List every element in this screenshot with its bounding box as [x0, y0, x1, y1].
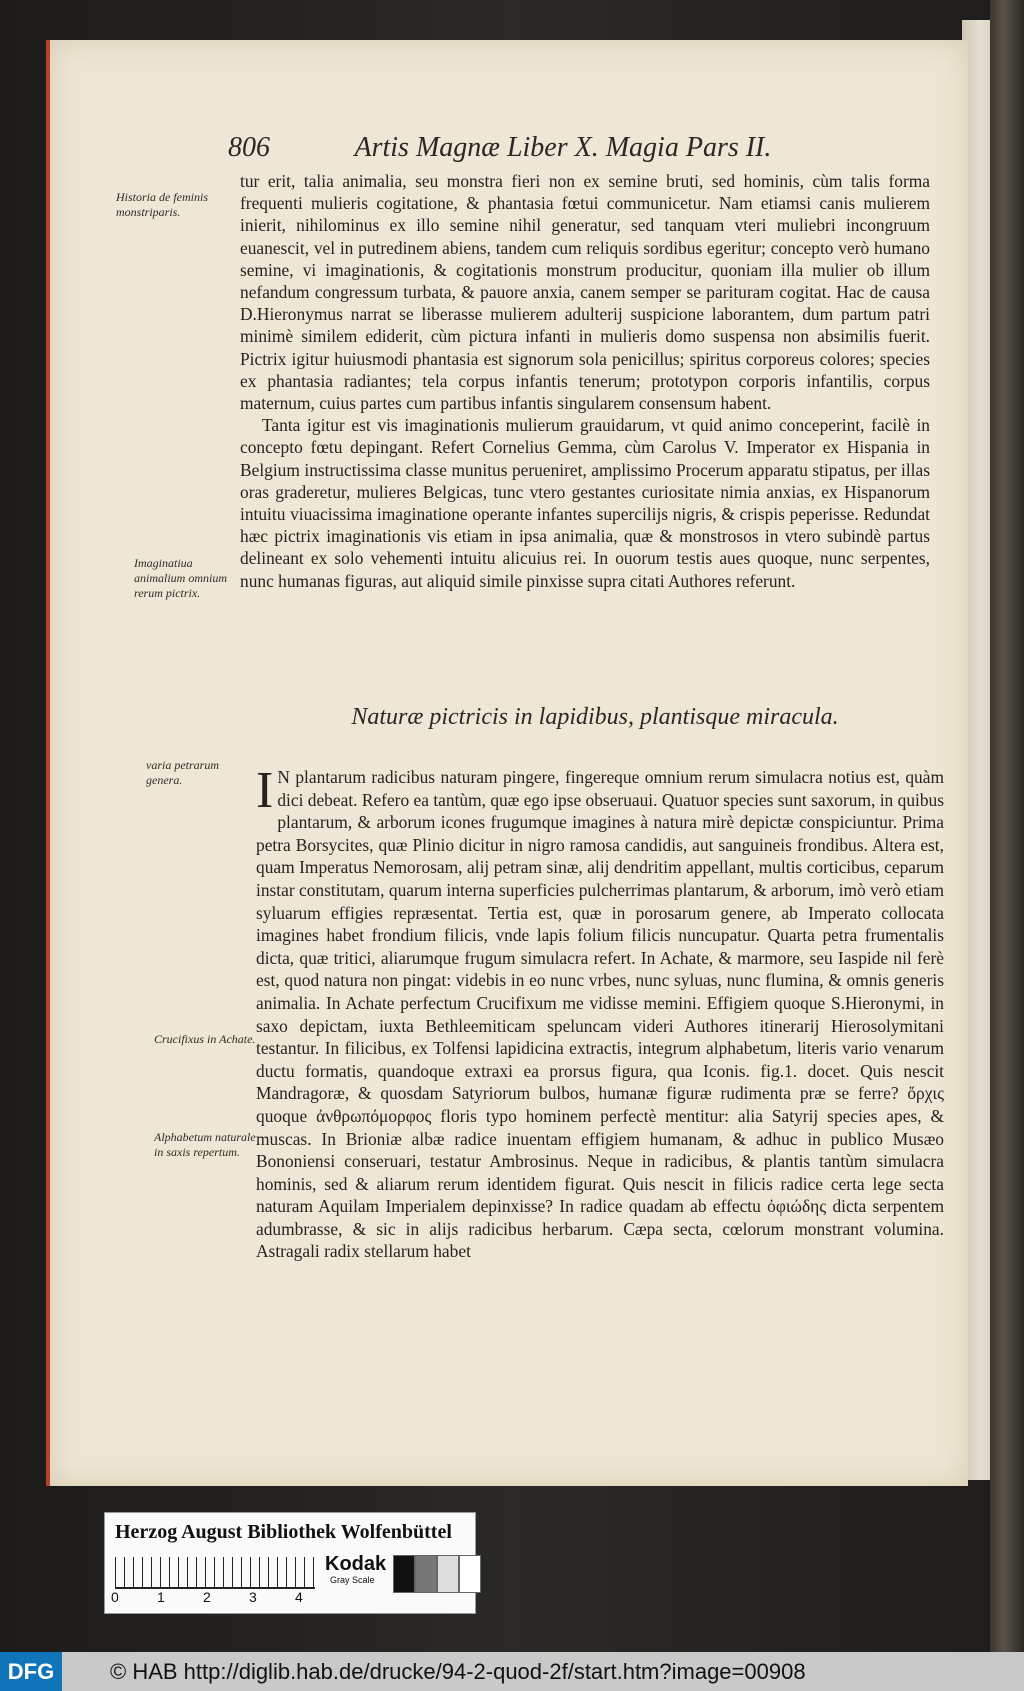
ruler-label: 3 [249, 1589, 257, 1605]
footer-bar [0, 1652, 1024, 1691]
paragraph: tur erit, talia animalia, seu monstra fieri non ex semine bruti, sed hominis, cùm talis forma frequenti mulieris cogitatione, & phantasia fœtui communicetur. Nam etiamsi canis mulierem inierit, nihilominus ex illo semine nihil generatur, sed tanquam vteri muliebri incongruum euanescit, vel in putredinem abiens, tandem cum reliquis sordibus egeritur; concepto verò humano semine, vi imaginationis, & cogitationis monstrum producitur, quoniam illa mulier ob illum nefandum congressum turbata, & pauore anxia, canem semper se parituram cogitat. Hac de causa D.Hieronymus narrat se liberasse mulierem adulterij suspicione laborantem, dum partum patri minimè similem ediderit, cùm pictura infanti in mulieris domo suspensa non absimilis fuerit. Pictrix igitur huiusmodi phantasia est signorum sola penicillus; spiritus corporeus colores; species ex phantasia radiantes; tela corpus infantis tenerum; prototypon corporis infantilis, corpus maternum, cuius partes cum partibus infantis singularem consensum habent. [240, 171, 930, 414]
margin-note: varia petrarum genera. [146, 758, 219, 787]
copyright-link[interactable]: © HAB http://diglib.hab.de/drucke/94-2-quod-2f/start.htm?image=00908 [110, 1659, 806, 1684]
running-title: Artis Magnæ Liber X. Magia Pars II. [354, 132, 772, 163]
running-head [228, 132, 928, 164]
paragraph: Tanta igitur est vis imaginationis mulierum grauidarum, vt quid animo conceperint, facilè in concepto fœtu depingant. Refert Cornelius Gemma, cùm Carolus V. Imperator ex Hispania in Belgium instructissima classe munitus perueniret, amplissimo Procerum apparatu stipatus, per illas oras graderetur, mulieres Belgicas, tunc vtero gestantes curiositate nimia anxias, ex Hispanorum intuitu viuacissima imaginatione operante infantes supercilijs nigris, & crispis peperisse. Redundat hæc pictrix imaginationis vis etiam in ipsa animalia, quæ & monstrosos in vtero subindè partus delineant ex solo vehementi intuitu alicuius rei. In ouorum testis aues quoque, nunc serpentes, nunc humanas figuras, aut aliquid simile pinxisse supra citati Authores referunt. [240, 415, 930, 591]
page-number: 806 [228, 132, 270, 163]
paragraph: N plantarum radicibus naturam pingere, fingereque omnium rerum simulacra notius est, quàm dici debeat. Refero ea tantùm, quæ ego ipse obseruaui. Quatuor species sunt saxorum, in quibus plantarum, & arborum icones frugumque imagines à natura mirè depictæ conspiciuntur. Prima petra Borsycites, quæ Plinio dicitur in nigro ramosa candidis, aut sanguineis frondibus. Altera est, quam Imperatus Nemorosam, alij petram sinæ, alij dendritim appellant, multis corticibus, ceparum instar constitutam, quarum interna superficies pulcherrimas plantarum, & arborum, imò verò etiam syluarum effigies repræsentat. Tertia est, quæ in porosarum genere, ab Imperato collocata imagines habet frondium filicis, vnde lapis folium filicis nuncupatur. Quarta petra frumentalis dicta, quæ tritici, aliarumque frugum simulacra refert. In Achate, & marmore, seu Iaspide nil ferè est, quod natura non pingat: videbis in eo nunc vrbes, nunc syluas, nunc flumina, & omnis generis animalia. In Achate perfectum Crucifixum me vidisse memini. Effigiem quoque S.Hieronymi, in saxo depictam, iuxta Bethleemiticam speluncam videri Authores itinerarij Hierosolymitani testantur. In filicibus, ex Tolfensi lapidicina extractis, integrum alphabetum, literis vario venarum ductu formatis, quandoque extraxi ea prorsus figura, qua Iconis. fig.1. docet. Quis nescit Mandragoræ, & quosdam Satyriorum bulbos, humanæ figuræ rudimenta præ se ferre? ὄρχις quoque ἀνθρωπόμορφος floris typo hominem perfectè mentitur: alia Satyrij species apes, & muscas. In Brioniæ albæ radice inuentam effigiem humanam, & adhuc in publico Musæo Bononiensi conseruari, testatur Ambrosinus. Neque in radicibus, & plantis tantùm simulacra hominis, sed & aliarum rerum identidem figurat. Quis nescit in filicis radice certa lege secta naturam Aquilam Imperialem depinxisse? In radice quadam ab effectu ὀφιώδης dicta serpentem adumbrasse, & sic in alijs radicibus herbarum. Cæpa secta, cœlorum monstrant volumina. Astragali radix stellarum habet [256, 767, 944, 1262]
margin-note: Historia de feminis monstriparis. [116, 190, 208, 219]
scale-ruler [115, 1557, 315, 1589]
margin-note: Imaginatiua animalium omnium rerum pictrix. [134, 556, 227, 600]
gray-patch [459, 1555, 481, 1593]
ruler-labels [111, 1589, 341, 1605]
text-block-1 [240, 170, 930, 592]
color-scale-card [104, 1512, 476, 1614]
drop-cap: I [256, 762, 274, 819]
ruler-label: 4 [295, 1589, 303, 1605]
ruler-label: 1 [157, 1589, 165, 1605]
book-page [46, 40, 968, 1486]
grayscale-label: Gray Scale [330, 1575, 375, 1585]
margin-note: Crucifixus in Achate. [154, 1032, 256, 1046]
section-heading: Naturæ pictricis in lapidibus, plantisque miracula. [351, 704, 839, 730]
margin-note: Alphabetum naturale in saxis repertum. [154, 1130, 256, 1159]
ruler-label: 2 [203, 1589, 211, 1605]
book-fore-edge [990, 0, 1024, 1652]
ruler-label: 0 [111, 1589, 119, 1605]
gray-patch [415, 1555, 437, 1593]
gray-patches [393, 1555, 481, 1593]
dfg-logo: DFG [0, 1652, 62, 1691]
kodak-logo: Kodak [325, 1553, 387, 1575]
text-block-2 [256, 762, 944, 1263]
gray-patch [393, 1555, 415, 1593]
gray-patch [437, 1555, 459, 1593]
library-name: Herzog August Bibliothek Wolfenbüttel [115, 1521, 452, 1543]
